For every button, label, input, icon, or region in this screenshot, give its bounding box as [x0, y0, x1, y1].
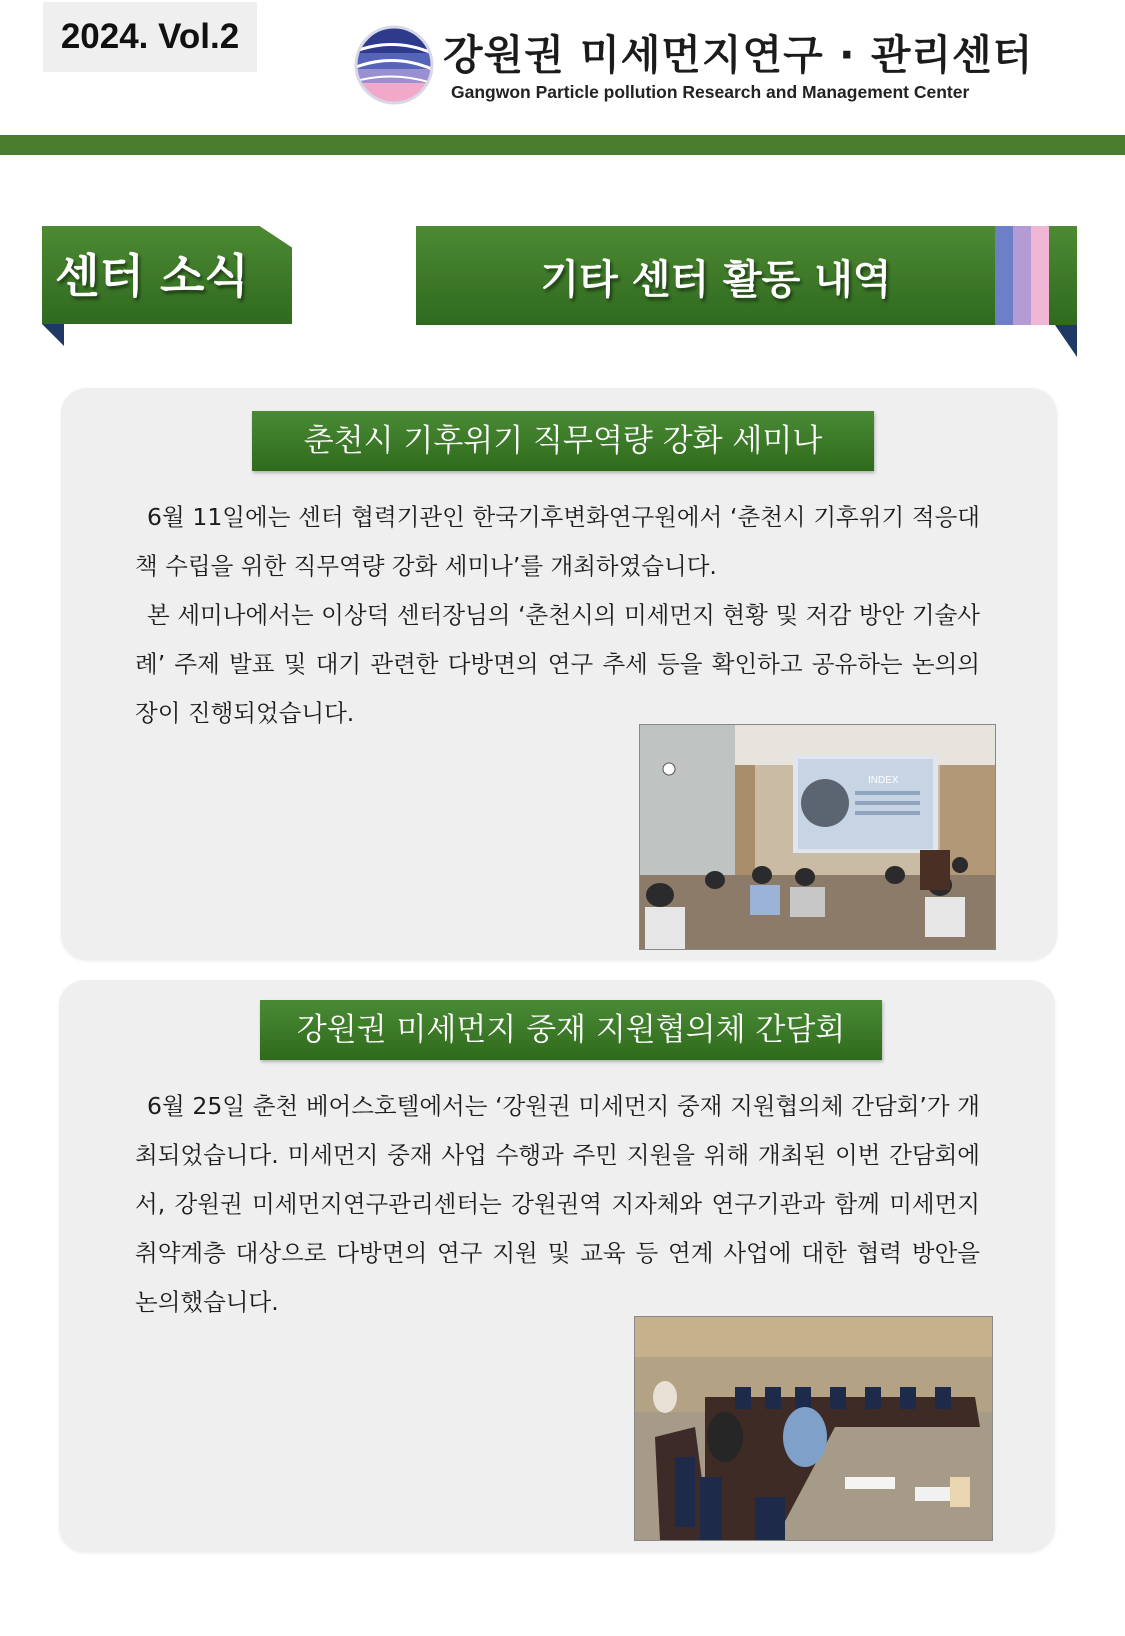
- ribbon-fold-left: [42, 324, 64, 346]
- org-name-korean: 강원권 미세먼지연구 · 관리센터: [443, 31, 1034, 79]
- ribbon-fold-right: [1055, 325, 1077, 357]
- article-paragraph: 본 세미나에서는 이상덕 센터장님의 ‘춘천시의 미세먼지 현황 및 저감 방안 기술사례’ 주제 발표 및 대기 관련한 다방면의 연구 추세 등을 확인하고 공유하는 논의의 장이 진행되었습니다.: [135, 601, 980, 727]
- center-logo-icon: [352, 23, 436, 107]
- article-title: 강원권 미세먼지 중재 지원협의체 간담회: [260, 1000, 882, 1060]
- section-title: 기타 센터 활동 내역: [540, 257, 892, 303]
- decor-stripe-lavender: [1013, 226, 1031, 325]
- volume-label: 2024. Vol.2: [43, 2, 257, 72]
- seminar-photo: [639, 724, 996, 950]
- org-name-english: Gangwon Particle pollution Research and Management Center: [451, 82, 970, 102]
- article-paragraph: 6월 25일 춘천 베어스호텔에서는 ‘강원권 미세먼지 중재 지원협의체 간담회’가 개최되었습니다. 미세먼지 중재 사업 수행과 주민 지원을 위해 개최된 이번 간담회에서, 강원권 미세먼지연구관리센터는 강원권역 지자체와 연구기관과 함께 미세먼지 취약계층 대상으로 다방면의 연구 지원 및 교육 등 연계 사업에 대한 협력 방안을 논의했습니다.: [135, 1092, 980, 1316]
- article-paragraph: 6월 11일에는 센터 협력기관인 한국기후변화연구원에서 ‘춘천시 기후위기 적응대책 수립을 위한 직무역량 강화 세미나’를 개최하였습니다.: [135, 503, 980, 580]
- article-title: 춘천시 기후위기 직무역량 강화 세미나: [252, 411, 874, 471]
- decor-stripe-pink: [1031, 226, 1049, 325]
- section-tag-label: 센터 소식: [55, 249, 249, 303]
- meeting-photo: [634, 1316, 993, 1541]
- screen-index-text: INDEX: [868, 775, 899, 786]
- decor-stripe-blue: [995, 226, 1013, 325]
- header-divider-bar: [0, 135, 1125, 155]
